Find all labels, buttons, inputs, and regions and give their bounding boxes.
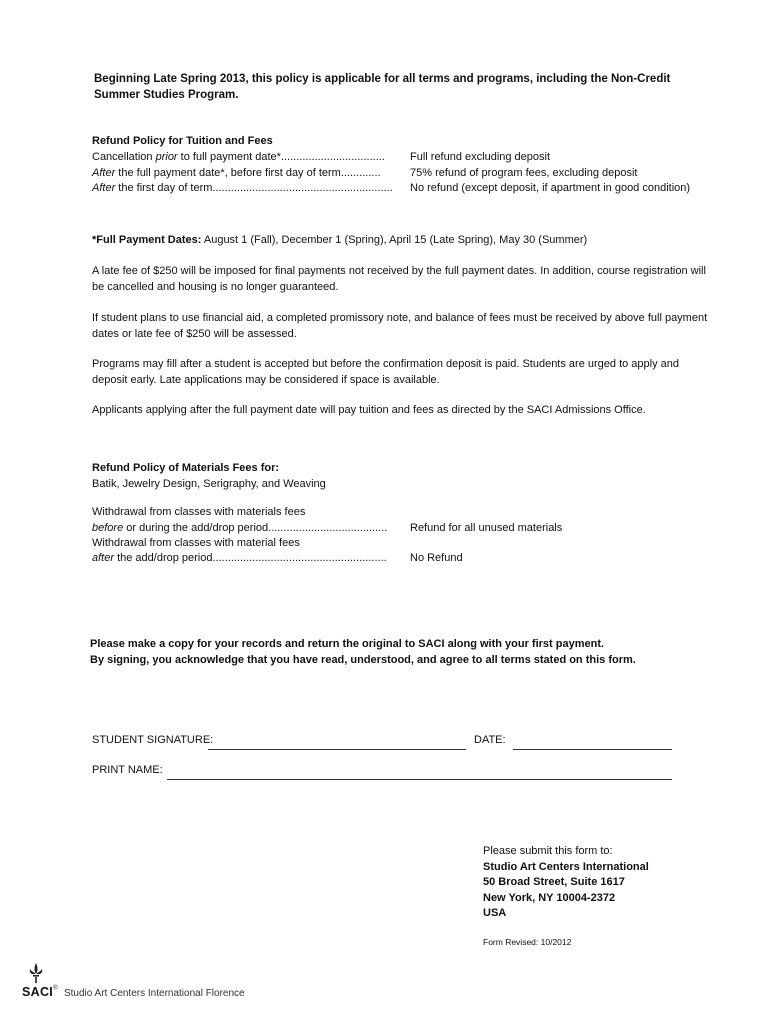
materials-row-1-result: Refund for all unused materials (410, 522, 563, 534)
full-payment-dates: *Full Payment Dates: August 1 (Fall), December 1 (Spring), April 15 (Late Spring), May 30 (Summer) (92, 234, 588, 246)
materials-withdrawal-line-2: Withdrawal from classes with material fees (92, 537, 300, 549)
tuition-refund-row-1-result: Full refund excluding deposit (410, 151, 551, 163)
date-line[interactable] (513, 749, 672, 750)
tuition-refund-row-2-result: 75% refund of program fees, excluding deposit (410, 167, 638, 179)
materials-row-1-condition: before or during the add/drop period....................................... (92, 522, 388, 534)
student-signature-line[interactable] (208, 749, 466, 750)
tuition-refund-heading: Refund Policy for Tuition and Fees (92, 135, 273, 147)
student-signature-label: STUDENT SIGNATURE: (92, 734, 214, 746)
materials-row-2-result: No Refund (410, 552, 463, 564)
materials-withdrawal-line-1: Withdrawal from classes with materials fees (92, 506, 306, 518)
registered-mark: ® (53, 985, 58, 992)
submit-city: New York, NY 10004-2372 (483, 892, 616, 904)
submit-country: USA (483, 907, 507, 919)
materials-courses: Batik, Jewelry Design, Serigraphy, and Weaving (92, 478, 326, 490)
materials-row-2-condition: after the add/drop period......................................................... (92, 552, 387, 564)
fleur-de-lis-icon (26, 962, 46, 984)
logo-wordmark: SACI (22, 985, 54, 999)
late-fee-paragraph: A late fee of $250 will be imposed for final payments not received by the full payment dates. In addition, course registration will be cancelled and housing is no longer guaranteed. (92, 265, 706, 293)
intro-text: Beginning Late Spring 2013, this policy is applicable for all terms and programs, including the Non-Credit Summer Studies Program. (94, 73, 671, 101)
tuition-refund-row-3-result: No refund (except deposit, if apartment in good condition) (410, 182, 691, 194)
submit-org: Studio Art Centers International (483, 861, 649, 873)
copy-notice: Please make a copy for your records and return the original to SACI along with your first payment. (90, 638, 605, 650)
acknowledgement-notice: By signing, you acknowledge that you have read, understood, and agree to all terms stated on this form. (90, 654, 636, 666)
print-name-line[interactable] (167, 779, 672, 780)
form-revised: Form Revised: 10/2012 (483, 937, 572, 947)
tuition-refund-row-2-condition: After the full payment date*, before first day of term............. (92, 167, 381, 179)
applicants-paragraph: Applicants applying after the full payment date will pay tuition and fees as directed by the SACI Admissions Office. (92, 404, 646, 416)
date-label: DATE: (474, 734, 506, 746)
print-name-label: PRINT NAME: (92, 764, 163, 776)
logo-tagline: Studio Art Centers International Florence (63, 988, 245, 999)
saci-logo (22, 983, 245, 1001)
financial-aid-paragraph: If student plans to use financial aid, a completed promissory note, and balance of fees must be received by above full payment dates or late fee of $250 will be assessed. (92, 312, 708, 340)
tuition-refund-row-1-condition: Cancellation prior to full payment date*.................................. (92, 151, 385, 163)
tuition-refund-row-3-condition: After the first day of term........................................................... (92, 182, 393, 194)
submit-intro: Please submit this form to: (483, 845, 613, 857)
programs-fill-paragraph: Programs may fill after a student is accepted but before the confirmation deposit is paid. Students are urged to apply and deposit early. Late applications may be considered if space is available. (92, 358, 680, 386)
submit-street: 50 Broad Street, Suite 1617 (483, 876, 625, 888)
materials-refund-heading: Refund Policy of Materials Fees for: (92, 462, 280, 474)
